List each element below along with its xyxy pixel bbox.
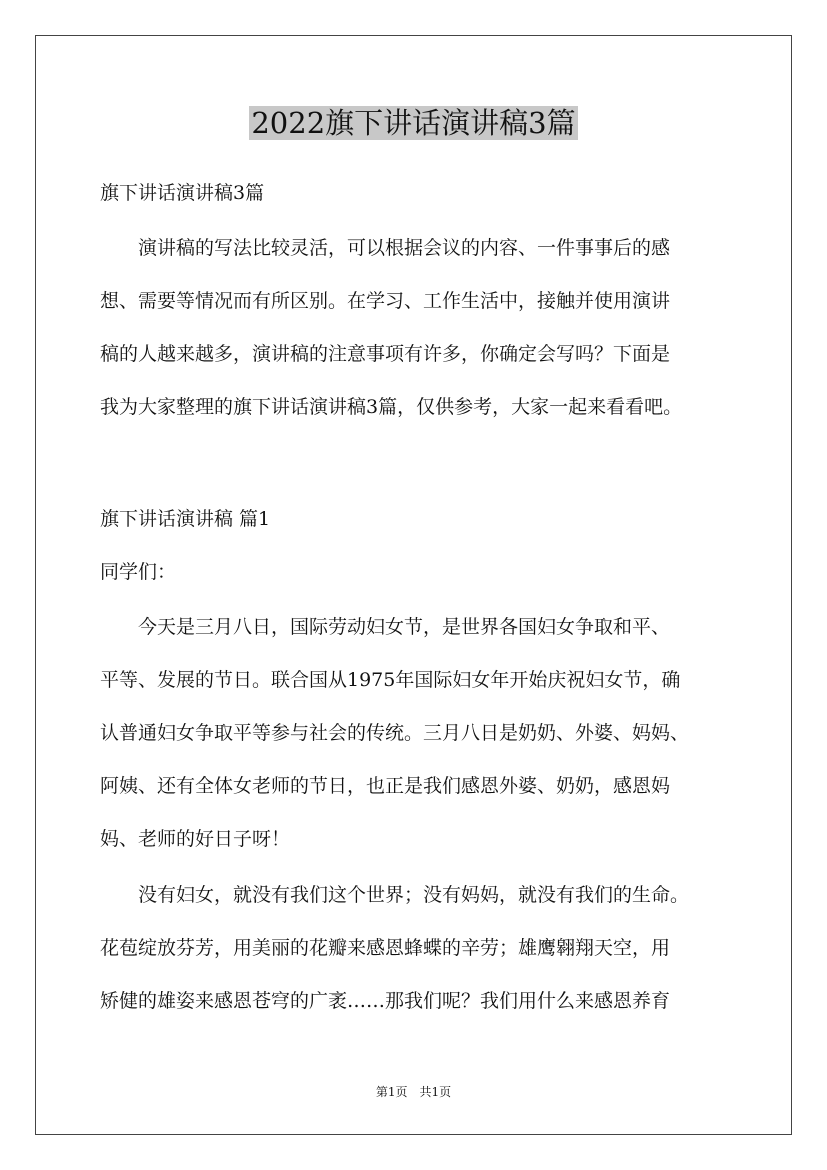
document-title [0, 102, 827, 144]
paragraph1-line-4: 阿姨、还有全体女老师的节日，也正是我们感恩外婆、奶奶，感恩妈 [100, 775, 671, 797]
paragraph1-line-3: 认普通妇女争取平等参与社会的传统。三月八日是奶奶、外婆、妈妈、 [100, 722, 690, 744]
paragraph2-line-3: 矫健的雄姿来感恩苍穹的广袤……那我们呢？我们用什么来感恩养育 [100, 990, 671, 1012]
intro-line-3: 稿的人越来越多，演讲稿的注意事项有许多，你确定会写吗？下面是 [100, 343, 671, 365]
paragraph2-line-1: 没有妇女，就没有我们这个世界；没有妈妈，就没有我们的生命。 [100, 884, 690, 906]
page-footer: 第1页 共1页 [375, 1085, 452, 1099]
paragraph1-line-5: 妈、老师的好日子呀！ [100, 828, 291, 850]
greeting: 同学们： [100, 561, 177, 583]
intro-line-1: 演讲稿的写法比较灵活，可以根据会议的内容、一件事事后的感 [100, 237, 671, 259]
intro-line-4: 我为大家整理的旗下讲话演讲稿3篇，仅供参考，大家一起来看看吧。 [100, 396, 683, 418]
document-subtitle: 旗下讲话演讲稿3篇 [100, 182, 265, 204]
intro-line-2: 想、需要等情况而有所区别。在学习、工作生活中，接触并使用演讲 [100, 290, 671, 312]
section-heading: 旗下讲话演讲稿 篇1 [100, 508, 271, 530]
document-title-text: 2022旗下讲话演讲稿3篇 [251, 106, 576, 140]
paragraph1-line-1: 今天是三月八日，国际劳动妇女节，是世界各国妇女争取和平、 [100, 616, 671, 638]
paragraph2-line-2: 花苞绽放芬芳，用美丽的花瓣来感恩蜂蝶的辛劳；雄鹰翱翔天空，用 [100, 937, 671, 959]
paragraph1-line-2: 平等、发展的节日。联合国从1975年国际妇女年开始庆祝妇女节，确 [100, 669, 681, 691]
